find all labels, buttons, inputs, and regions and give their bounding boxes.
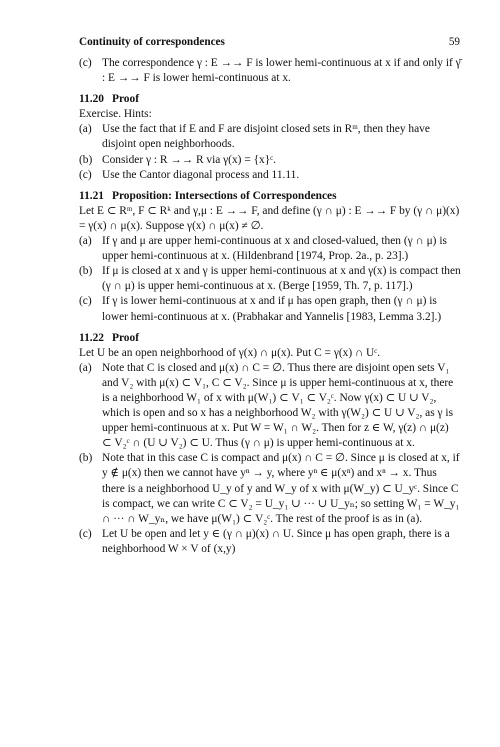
list-item — [79, 527, 461, 557]
section-number: 11.20 — [79, 93, 104, 106]
item-text: If γ is lower hemi-continuous at x and if μ has open graph, then (γ ∩ μ) is lower hemi-continuous at x. (Prabhakar and Yannelis [1983, Lemma 3.2].) — [102, 295, 442, 323]
page-body — [79, 56, 461, 557]
item-text: Use the Cantor diagonal process and 11.11. — [102, 168, 300, 181]
item-text: Use the fact that if E and F are disjoint closed sets in Rᵐ, then they have disjoint open neighborhoods. — [102, 123, 430, 151]
section-heading-11-20 — [79, 92, 461, 107]
section-heading-11-22 — [79, 331, 461, 346]
list-item — [79, 168, 461, 183]
list-item — [79, 264, 461, 294]
section-number: 11.21 — [79, 189, 104, 202]
paragraph: Exercise. Hints: — [79, 108, 152, 121]
item-text: If μ is closed at x and γ is upper hemi-continuous at x and γ(x) is compact then (γ ∩ μ) is upper hemi-continuous at x. (Berge [1959, Th. 7, p. 117].) — [102, 265, 461, 293]
running-head-title: Continuity of correspondences — [79, 36, 225, 48]
paragraph: Let U be an open neighborhood of γ(x) ∩ μ(x). Put C = γ(x) ∩ Uᶜ. — [79, 346, 381, 359]
running-head — [79, 36, 460, 48]
section-number: 11.22 — [79, 331, 104, 344]
paragraph: Let E ⊂ Rᵐ, F ⊂ Rᵏ and γ,μ : E →→ F, and define (γ ∩ μ) : E →→ F by (γ ∩ μ)(x) = γ(x) ∩ μ(x). Suppose γ(x) ∩ μ(x) ≠ ∅. — [79, 204, 460, 232]
item-label: (c) — [79, 295, 92, 308]
section-title: Proof — [112, 93, 139, 106]
item-label: (b) — [79, 153, 93, 166]
item-label: (b) — [79, 265, 93, 278]
list-item — [79, 122, 461, 152]
item-label: (a) — [79, 361, 92, 374]
section-title: Proposition: Intersections of Correspondences — [112, 189, 337, 202]
item-label: (a) — [79, 123, 92, 136]
item-text: Note that C is closed and μ(x) ∩ C = ∅. Thus there are disjoint open sets V₁ and V₂ with μ(x) ⊂ V₁, C ⊂ V₂. Since μ is upper hemi-continuous at x, there is a neighborhood W₁ of x with μ(W₁) ⊂ V₁ ⊂ V₂ᶜ. Now γ(x) ⊂ U ∪ V₂, which is open and so x has a neighborhood W₂ with γ(W₂) ⊂ U ∪ V₂, as γ is upper hemi-continuous at x. Put W = W₁ ∩ W₂. Then for z ∈ W, γ(z) ∩ μ(z) ⊂ V₂ᶜ ∩ (U ∪ V₂) ⊂ U. Thus (γ ∩ μ) is upper hemi-continuous at x. — [102, 361, 454, 450]
item-text: If γ and μ are upper hemi-continuous at x and closed-valued, then (γ ∩ μ) is upper hemi-continuous at x. (Hildenbrand [1974, Prop. 2a., p. 23].) — [102, 235, 447, 263]
item-label: (c) — [79, 168, 92, 181]
list-item — [79, 56, 461, 86]
item-text: Consider γ : R →→ R via γ(x) = {x}ᶜ. — [102, 153, 276, 166]
list-item — [79, 451, 461, 526]
item-text: The correspondence γ : E →→ F is lower hemi-continuous at x if and only if γ̄ : E →→ F is lower hemi-continuous at x. — [102, 57, 461, 85]
item-label: (c) — [79, 57, 92, 69]
list-item — [79, 294, 461, 324]
section-heading-11-21 — [79, 189, 461, 204]
item-label: (a) — [79, 235, 92, 248]
page-number: 59 — [448, 36, 460, 48]
list-item — [79, 234, 461, 264]
list-item — [79, 153, 461, 168]
item-text: Let U be open and let y ∈ (γ ∩ μ)(x) ∩ U. Since μ has open graph, there is a neighborhood W × V of (x,y) — [102, 527, 450, 555]
item-label: (c) — [79, 527, 92, 540]
item-text: Note that in this case C is compact and μ(x) ∩ C = ∅. Since μ is closed at x, if y ∉ μ(x) then we cannot have yⁿ → y, where yⁿ ∈ μ(xⁿ) and xⁿ → x. Thus there is a neighborhood U_y of y and W_y of x with μ(W_y) ⊂ U_yᶜ. Since C is compact, we can write C ⊂ V₂ = U_y₁ ∪ ··· ∪ U_yₙ; so setting W₁ = W_y₁ ∩ ··· ∩ W_yₙ, we have μ(W₁) ⊂ V₂ᶜ. The rest of the proof is as in (a). — [102, 452, 460, 525]
list-item — [79, 361, 461, 452]
section-title: Proof — [112, 331, 139, 344]
item-label: (b) — [79, 452, 93, 465]
